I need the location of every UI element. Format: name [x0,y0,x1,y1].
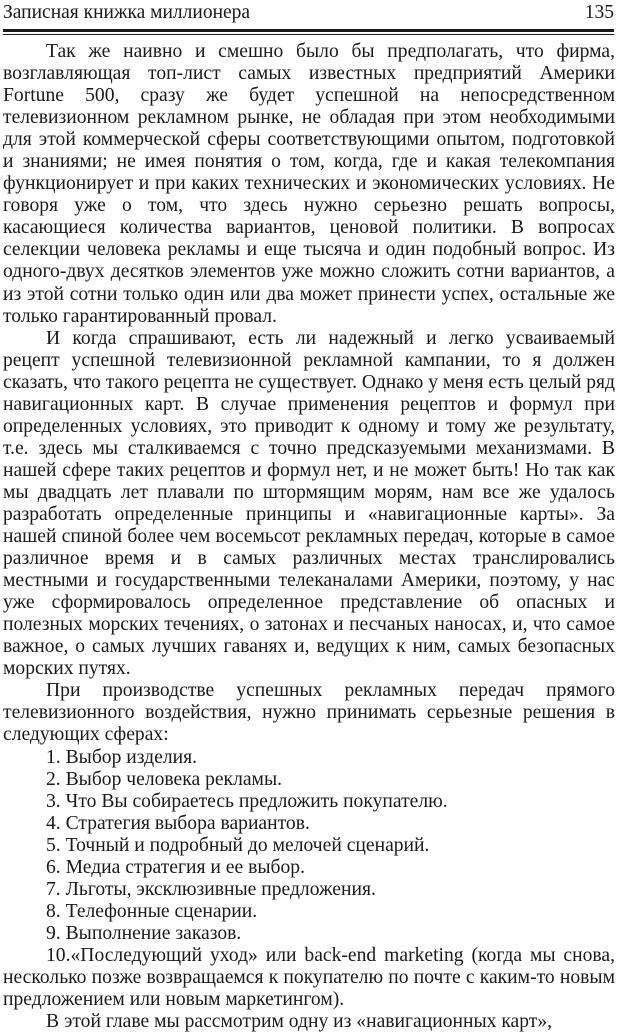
list-item: 2. Выбор человека рекламы. [46,768,283,790]
list-item: 8. Телефонные сценарии. [46,900,258,922]
paragraph-fortune-500: Так же наивно и смешно было бы предполагать, что фирма, возглавляющая топ-лист самых известных предприятий Америки Fortune 500, сразу же будет успешной на непосредственном телевизионном рекламном рынке, не обладая при этом необходимыми для этой коммерческой сферы соответствующими опытом, подготовкой и знаниями; не имея понятия о том, когда, где и какая телекомпания функционирует и при каких технических и экономических условиях. Не говоря уже о том, что здесь нужно серьезно решать вопросы, касающиеся количества вариантов, ценовой политики. В вопросах селекции человека рекламы и еще тысяча и один подобный вопрос. Из одного-двух десятков элементов уже можно сложить сотни вариантов, а из этой сотни только один или два может принести успех, остальные же только гарантированный провал. [3,41,615,327]
list-item: 6. Медиа стратегия и ее выбор. [46,856,305,878]
header-rule-thin [3,34,614,35]
list-item: 5. Точный и подробный до мелочей сценарий. [46,834,430,856]
decision-list [3,747,615,945]
list-item: 9. Выполнение заказов. [46,922,242,944]
list-item: 7. Льготы, эксклюзивные предложения. [46,878,376,900]
paragraph-navigation-maps: И когда спрашивают, есть ли надежный и легко усваиваемый рецепт успешной телевизионной рекламной кампании, то я должен сказать, что такого рецепта не существует. Однако у меня есть целый ряд навигационных карт. В случае применения рецептов и формул при определенных условиях, это приводит к одному и тому же результату, т.е. здесь мы сталкиваемся с точно предсказуемыми механизмами. В нашей сфере таких рецептов и формул нет, и не может быть! Но так как мы двадцать лет плавали по штормящим морям, нам все же удалось разработать определенные принципы и «навигационные карты». За нашей спиной более чем восемьсот рекламных передач, которые в самое различное время и в самых различных местах транслировались местными и государственными телеканалами Америки, поэтому, у нас уже сформировалось определенное представление об опасных и полезных морских течениях, о затонах и песчаных наносах, и, что самое важное, о самых лучших гаванях и, ведущих к ним, самых безопасных морских путях. [3,327,615,680]
paragraph-decisions-intro: При производстве успешных рекламных передач прямого телевизионного воздействия, нужно принимать серьезные решения в следующих сферах: [3,680,615,746]
running-title: Записная книжка миллионера [3,2,251,23]
list-item: 4. Стратегия выбора вариантов. [46,812,310,834]
page-number: 135 [584,2,614,23]
header-rule-thick [3,29,614,32]
paragraph-closing: В этой главе мы рассмотрим одну из «навигационных карт», [46,1011,553,1033]
list-item-back-end-marketing: 10.«Последующий уход» или back-end marketing (когда мы снова, несколько позже возвращаемся к покупателю по почте с каким-то новым предложением или новым маркетингом). [3,944,615,1011]
page-body [3,41,615,1033]
page-header [3,0,614,28]
list-item: 3. Что Вы собираетесь предложить покупателю. [46,790,448,812]
list-item: 1. Выбор изделия. [46,746,197,768]
